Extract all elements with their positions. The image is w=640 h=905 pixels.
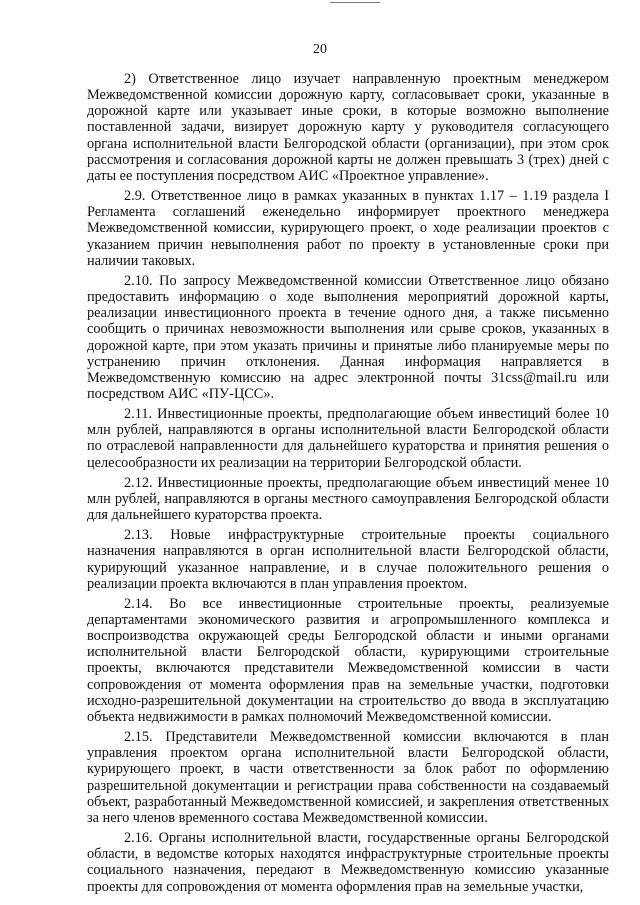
paragraph-2-15: 2.15. Представители Межведомственной комиссии включаются в план управления проектом органа исполнительной власти Белгородской области, курирующего проект, в части ответственности за блок работ по оформлению разрешительной документации и регистрации права собственности на создаваемый объект, разработанный Межведомственной комиссией, и закрепления ответственных за него членов временного состава Межведомственной комиссии.: [87, 729, 609, 826]
paragraph-2-11: 2.11. Инвестиционные проекты, предполагающие объем инвестиций более 10 млн рублей, направляются в органы исполнительной власти Белгородской области по отраслевой направленности для дальнейшего кураторства и принятия решения о целесообразности их реализации на территории Белгородской области.: [87, 406, 609, 471]
page-number: 20: [313, 42, 327, 57]
paragraph-2-14: 2.14. Во все инвестиционные строительные проекты, реализуемые департаментами экономического развития и агропромышленного комплекса и воспроизводства окружающей среды Белгородской области и иными органами исполнительной власти Белгородской области, курирующими строительные проекты, включаются представители Межведомственной комиссии в части сопровождения от момента оформления прав на земельные участки, подготовки исходно-разрешительной документации на строительство до ввода в эксплуатацию объекта недвижимости в рамках полномочий Межведомственной комиссии.: [87, 595, 609, 725]
paragraph-2-9: 2.9. Ответственное лицо в рамках указанных в пунктах 1.17 – 1.19 раздела I Регламента соглашений еженедельно информирует проектного менеджера Межведомственной комиссии, курирующего проект, о ходе реализации проектов с указанием причин невыполнения работ по проекту в установленные сроки при наличии таковых.: [87, 188, 609, 269]
scan-edge-line: [330, 2, 380, 3]
paragraph-2-8-item-2: 2) Ответственное лицо изучает направленную проектным менеджером Межведомственной комиссии дорожную карту, согласовывает сроки, указанные в дорожной карте или указывает иные сроки, в которые возможно выполнение поставленной задачи, визирует дорожную карту у руководителя согласующего органа исполнительной власти Белгородской области (организации), при этом срок рассмотрения и согласования дорожной карты не должен превышать 3 (трех) дней с даты ее поступления посредством АИС «Проектное управление».: [87, 71, 609, 184]
paragraph-2-13: 2.13. Новые инфраструктурные строительные проекты социального назначения направляются в орган исполнительной власти Белгородской области, курирующий указанное направление, и в случае положительного решения о реализации проекта включаются в план управления проектом.: [87, 527, 609, 592]
paragraph-2-12: 2.12. Инвестиционные проекты, предполагающие объем инвестиций менее 10 млн рублей, направляются в органы местного самоуправления Белгородской области для дальнейшего кураторства проекта.: [87, 474, 609, 524]
paragraph-2-10: 2.10. По запросу Межведомственной комиссии Ответственное лицо обязано предоставить информацию о ходе выполнения мероприятий дорожной карты, реализации инвестиционного проекта в течение одного дня, а также письменно сообщить о причинах невозможности выполнения или срыве сроков, указанных в дорожной карте, при этом указать причины и принятые либо планируемые меры по устранению причин отклонения. Данная информация направляется в Межведомственную комиссию на адрес электронной почты 31css@mail.ru или посредством АИС «ПУ-ЦСС».: [87, 272, 609, 402]
document-body: [87, 71, 609, 895]
paragraph-2-16: 2.16. Органы исполнительной власти, государственные органы Белгородской области, в ведомстве которых находятся инфраструктурные строительные проекты социального назначения, передают в Межведомственную комиссию указанные проекты для сопровождения от момента оформления прав на земельные участки,: [87, 830, 609, 895]
